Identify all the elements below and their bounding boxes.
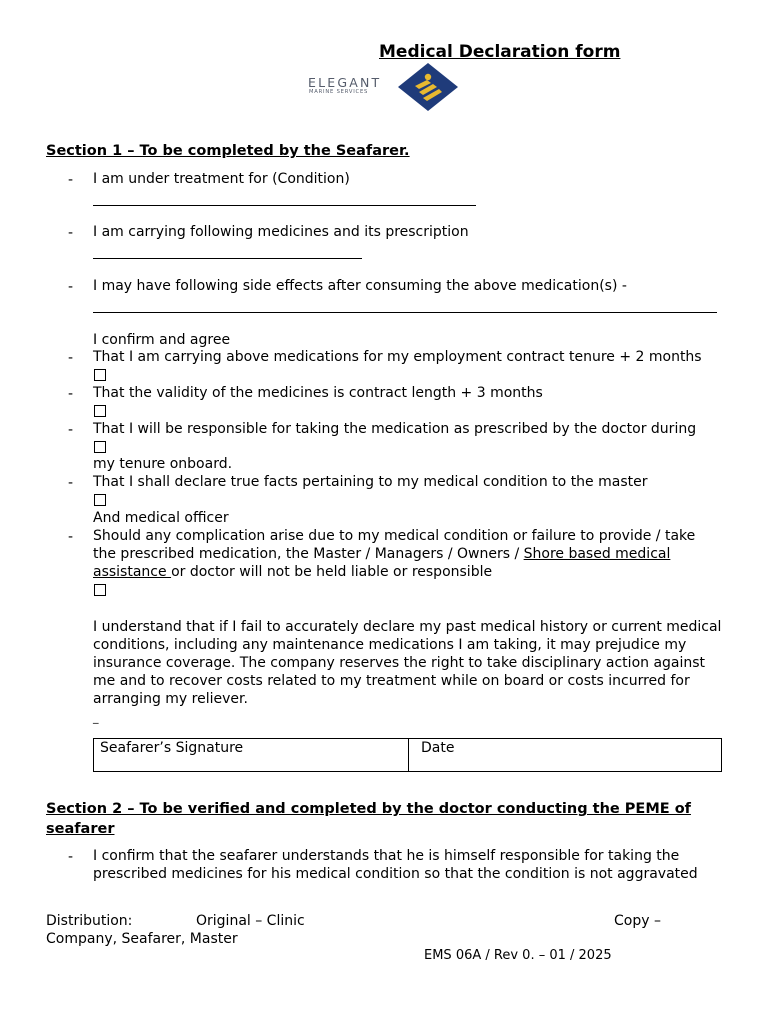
agreement-4-text-cont: And medical officer bbox=[93, 510, 229, 526]
agreement-1-checkbox[interactable] bbox=[94, 369, 106, 381]
document-reference: EMS 06A / Rev 0. – 01 / 2025 bbox=[424, 948, 612, 963]
side-effects-label: I may have following side effects after consuming the above medication(s) - bbox=[93, 278, 627, 294]
stray-underscore: _ bbox=[93, 711, 99, 724]
table-divider bbox=[408, 739, 409, 771]
agreement-5-text-line2: the prescribed medication, the Master / Managers / Owners / Shore based medical bbox=[93, 546, 671, 562]
section-1-heading: Section 1 – To be completed by the Seafarer. bbox=[46, 143, 410, 159]
distribution-copy-recipients: Company, Seafarer, Master bbox=[46, 931, 238, 947]
doctor-confirmation-line1: I confirm that the seafarer understands that he is himself responsible for taking the bbox=[93, 848, 680, 864]
agreement-5-checkbox[interactable] bbox=[94, 584, 106, 596]
agreement-5-text: Should any complication arise due to my medical condition or failure to provide / take bbox=[93, 528, 696, 544]
treatment-condition-field[interactable] bbox=[93, 205, 476, 206]
logo-subtitle: MARINE SERVICES bbox=[309, 89, 369, 95]
seafarer-signature-cell[interactable]: Seafarer’s Signature bbox=[100, 740, 244, 756]
shore-assistance-link: Shore based medical bbox=[523, 546, 671, 562]
company-logo bbox=[307, 62, 463, 112]
bullet-dash: - bbox=[68, 849, 74, 865]
distribution-label: Distribution: bbox=[46, 913, 133, 929]
agreement-4-text: That I shall declare true facts pertaining to my medical condition to the master bbox=[93, 474, 648, 490]
confirm-intro: I confirm and agree bbox=[93, 332, 231, 348]
agreement-3-text-cont: my tenure onboard. bbox=[93, 456, 233, 472]
agreement-2-checkbox[interactable] bbox=[94, 405, 106, 417]
section-2-heading: Section 2 – To be verified and completed by the doctor conducting the PEME of seafarer bbox=[46, 801, 691, 837]
bullet-dash: - bbox=[68, 225, 74, 241]
treatment-condition-label: I am under treatment for (Condition) bbox=[93, 171, 350, 187]
bullet-dash: - bbox=[68, 529, 74, 545]
page-title: Medical Declaration form bbox=[379, 42, 621, 62]
bullet-dash: - bbox=[68, 350, 74, 366]
distribution-copy: Copy – bbox=[614, 913, 661, 929]
bullet-dash: - bbox=[68, 279, 74, 295]
bullet-dash: - bbox=[68, 386, 74, 402]
distribution-original: Original – Clinic bbox=[196, 913, 305, 929]
agreement-3-checkbox[interactable] bbox=[94, 441, 106, 453]
agreement-3-text: That I will be responsible for taking the medication as prescribed by the doctor during bbox=[93, 421, 697, 437]
signature-table bbox=[93, 738, 722, 772]
bullet-dash: - bbox=[68, 475, 74, 491]
agreement-1-text: That I am carrying above medications for my employment contract tenure + 2 months bbox=[93, 349, 702, 365]
agreement-5-text-line3: assistance or doctor will not be held liable or responsible bbox=[93, 564, 493, 580]
agreement-2-text: That the validity of the medicines is contract length + 3 months bbox=[93, 385, 543, 401]
bullet-dash: - bbox=[68, 422, 74, 438]
agreement-4-checkbox[interactable] bbox=[94, 494, 106, 506]
bullet-dash: - bbox=[68, 172, 74, 188]
logo-name: ELEGANT bbox=[308, 75, 382, 90]
logo-diamond-icon bbox=[397, 62, 459, 112]
medicines-field[interactable] bbox=[93, 258, 362, 259]
understanding-paragraph: I understand that if I fail to accurately declare my past medical history or current medical conditions, including any maintenance medications I am taking, it may prejudice my insurance coverage. The company reserves the right to take disciplinary action against me and to recover costs related to my treatment while on board or costs incurred for arranging my reliever. bbox=[93, 619, 722, 707]
doctor-confirmation-line2: prescribed medicines for his medical condition so that the condition is not aggravated bbox=[93, 866, 698, 882]
date-cell[interactable]: Date bbox=[421, 740, 455, 756]
side-effects-field[interactable] bbox=[93, 312, 717, 313]
medicines-label: I am carrying following medicines and its prescription bbox=[93, 224, 469, 240]
